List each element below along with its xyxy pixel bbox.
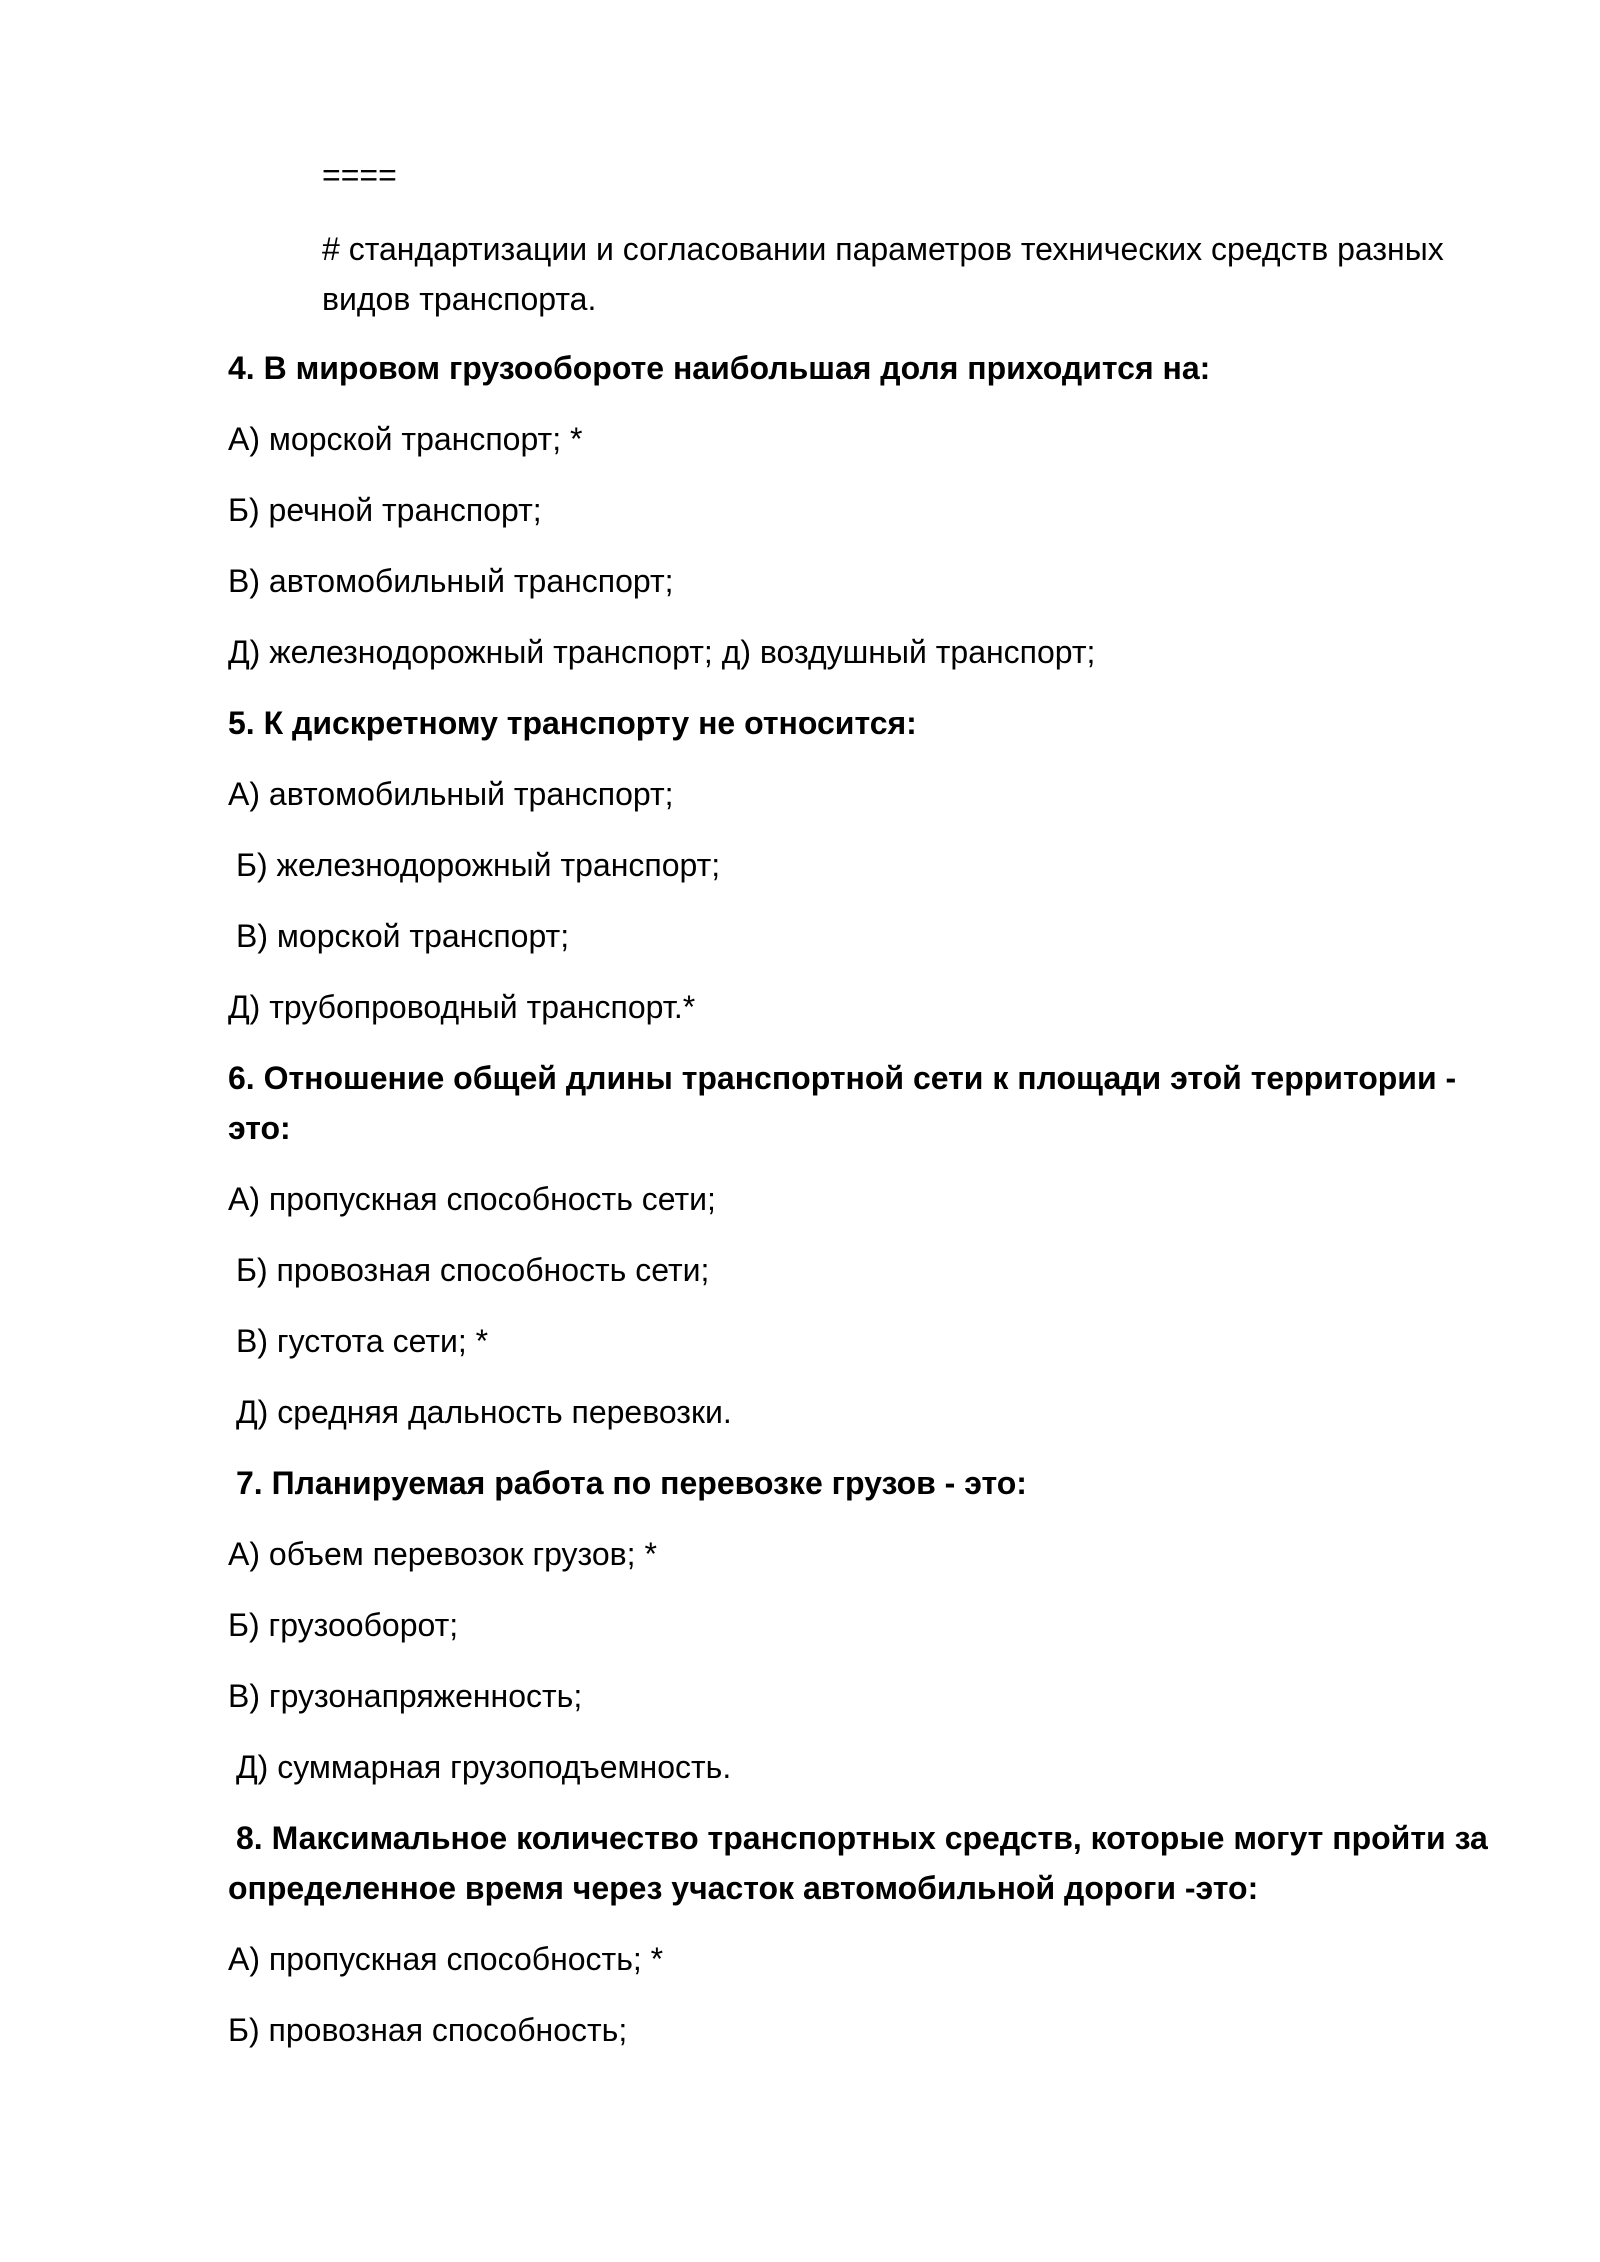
question-7-title: 7. Планируемая работа по перевозке грузов - это:: [236, 1465, 1027, 1501]
question-4-option-d: Д) железнодорожный транспорт; д) воздушный транспорт;: [228, 634, 1096, 670]
question-7-option-a: А) объем перевозок грузов; *: [228, 1536, 657, 1572]
question-8-title: 8. Максимальное количество транспортных средств, которые могут пройти за определенное время через участок автомобильной дороги -это:: [228, 1820, 1488, 1906]
question-5-option-a: А) автомобильный транспорт;: [228, 776, 674, 812]
question-6-title: 6. Отношение общей длины транспортной сети к площади этой территории - это:: [228, 1060, 1457, 1146]
separator-text: ====: [322, 157, 397, 193]
question-8-option-b: Б) провозная способность;: [228, 2012, 628, 2048]
question-4-title: 4. В мировом грузообороте наибольшая доля приходится на:: [228, 350, 1211, 386]
question-8-option-a: А) пропускная способность; *: [228, 1941, 664, 1977]
continuation-answer: # стандартизации и согласовании параметров технических средств разных видов транспорта.: [322, 231, 1444, 317]
question-5-title: 5. К дискретному транспорту не относится:: [228, 705, 917, 741]
question-6-option-c: В) густота сети; *: [236, 1323, 489, 1359]
question-4-option-b: Б) речной транспорт;: [228, 492, 542, 528]
question-4-option-c: В) автомобильный транспорт;: [228, 563, 674, 599]
question-7-option-b: Б) грузооборот;: [228, 1607, 459, 1643]
question-6-option-b: Б) провозная способность сети;: [236, 1252, 710, 1288]
question-6-option-d: Д) средняя дальность перевозки.: [236, 1394, 732, 1430]
question-5-option-b: Б) железнодорожный транспорт;: [236, 847, 721, 883]
question-5-option-d: Д) трубопроводный транспорт.*: [228, 989, 696, 1025]
question-6-option-a: А) пропускная способность сети;: [228, 1181, 716, 1217]
question-7-option-d: Д) суммарная грузоподъемность.: [236, 1749, 732, 1785]
question-5-option-c: В) морской транспорт;: [236, 918, 570, 954]
question-7-option-c: В) грузонапряженность;: [228, 1678, 583, 1714]
question-4-option-a: А) морской транспорт; *: [228, 421, 583, 457]
